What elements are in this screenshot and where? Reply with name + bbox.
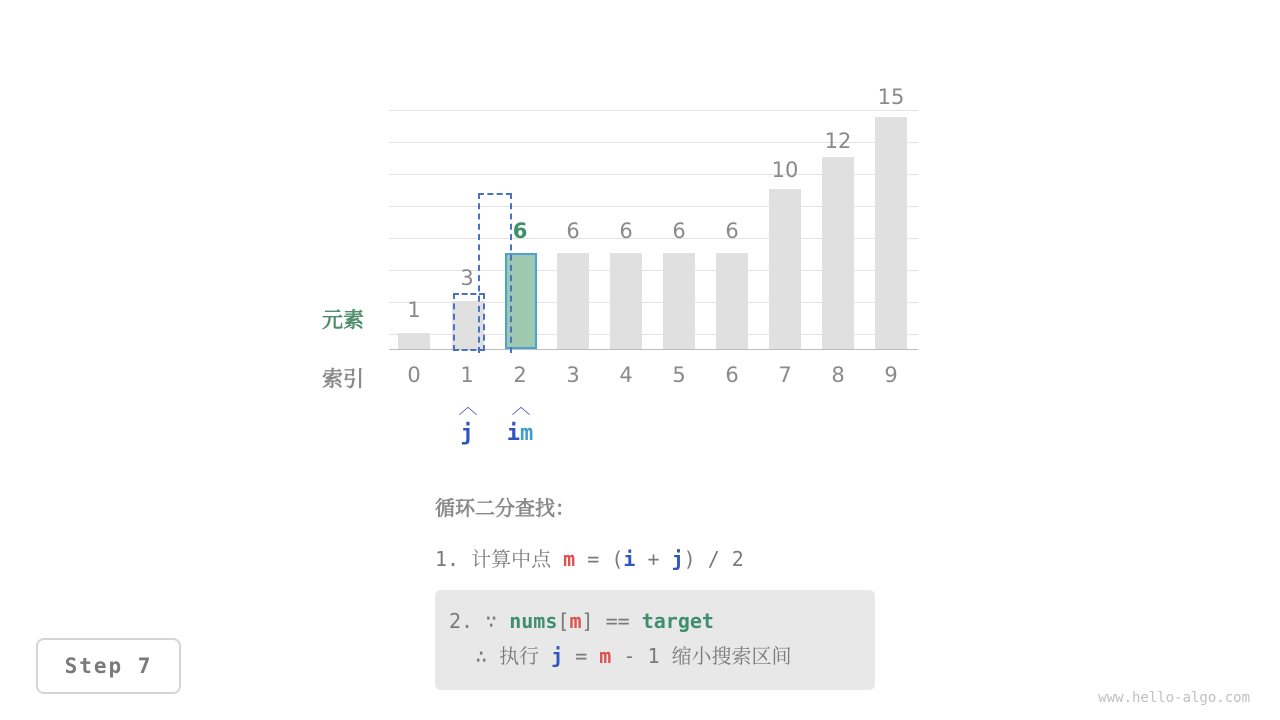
- bar-value-2: 6: [512, 219, 528, 243]
- pointer-m-label: m: [520, 421, 534, 446]
- step-badge: Step 7: [36, 638, 181, 694]
- interval-dash-top: [478, 193, 512, 195]
- step1-eq: = (: [575, 547, 624, 571]
- step3-m: m: [599, 644, 612, 668]
- step3-suffix: 缩小搜索区间: [671, 644, 792, 668]
- bar-value-0: 1: [407, 298, 421, 322]
- bar-value-3: 6: [566, 219, 580, 243]
- bar-5: [663, 253, 695, 349]
- step2-target: target: [641, 609, 714, 633]
- bar-value-7: 10: [771, 158, 799, 182]
- step2-eq: ==: [593, 609, 642, 633]
- bar-8: [822, 157, 854, 349]
- pointer-j: [437, 421, 497, 446]
- step2-nums: nums: [509, 609, 558, 633]
- bar-value-1: 3: [460, 266, 474, 290]
- explanation-step-2: [449, 604, 857, 639]
- step3-j: j: [551, 644, 564, 668]
- watermark: www.hello-algo.com: [1098, 690, 1250, 706]
- step2-prefix: 2. ∵: [449, 609, 510, 633]
- caret-j-icon: ︿: [458, 396, 478, 418]
- explanation-step-2-box: [435, 590, 875, 690]
- step2-bracket-close: ]: [581, 609, 594, 633]
- bar-value-9: 15: [877, 85, 905, 109]
- step1-suffix: ) / 2: [683, 547, 744, 571]
- index-label-3: 3: [566, 363, 580, 387]
- bar-6: [716, 253, 748, 349]
- index-label-1: 1: [460, 363, 474, 387]
- bar-value-8: 12: [824, 129, 852, 153]
- pointer-j-label: j: [460, 421, 474, 446]
- index-label-5: 5: [672, 363, 686, 387]
- step1-i: i: [623, 547, 636, 571]
- explanation-block: [435, 492, 955, 690]
- index-label-7: 7: [778, 363, 792, 387]
- step3-prefix: ∴ 执行: [475, 644, 552, 668]
- search-interval-box-j: [453, 293, 485, 351]
- explanation-step-1: [435, 543, 955, 572]
- step1-plus: +: [635, 547, 672, 571]
- index-label-0: 0: [407, 363, 421, 387]
- index-label-2: 2: [513, 363, 527, 387]
- bar-9: [875, 117, 907, 349]
- index-label-8: 8: [831, 363, 845, 387]
- pointer-im: [490, 421, 550, 446]
- bar-3: [557, 253, 589, 349]
- caret-im-icon: ︿: [511, 396, 531, 418]
- explanation-title: 循环二分查找：: [435, 496, 575, 520]
- bar-value-4: 6: [619, 219, 633, 243]
- bar-0: [398, 333, 430, 349]
- bar-value-6: 6: [725, 219, 739, 243]
- step2-bracket-open: [: [557, 609, 570, 633]
- step1-j: j: [671, 547, 684, 571]
- gridline: [389, 110, 918, 111]
- interval-dash-right: [510, 193, 512, 353]
- step1-m: m: [563, 547, 576, 571]
- bar-4: [610, 253, 642, 349]
- step1-prefix: 1. 计算中点: [435, 547, 564, 571]
- row-title-index: 索引: [322, 367, 364, 391]
- step2-m: m: [569, 609, 582, 633]
- index-label-6: 6: [725, 363, 739, 387]
- step3-minus: - 1: [611, 644, 672, 668]
- bar-value-5: 6: [672, 219, 686, 243]
- explanation-step-3: [449, 639, 857, 674]
- index-label-4: 4: [619, 363, 633, 387]
- pointer-i-label: i: [506, 421, 520, 446]
- row-title-elements: 元素: [322, 308, 364, 332]
- index-label-9: 9: [884, 363, 898, 387]
- step3-eq: =: [563, 644, 600, 668]
- bar-7: [769, 189, 801, 349]
